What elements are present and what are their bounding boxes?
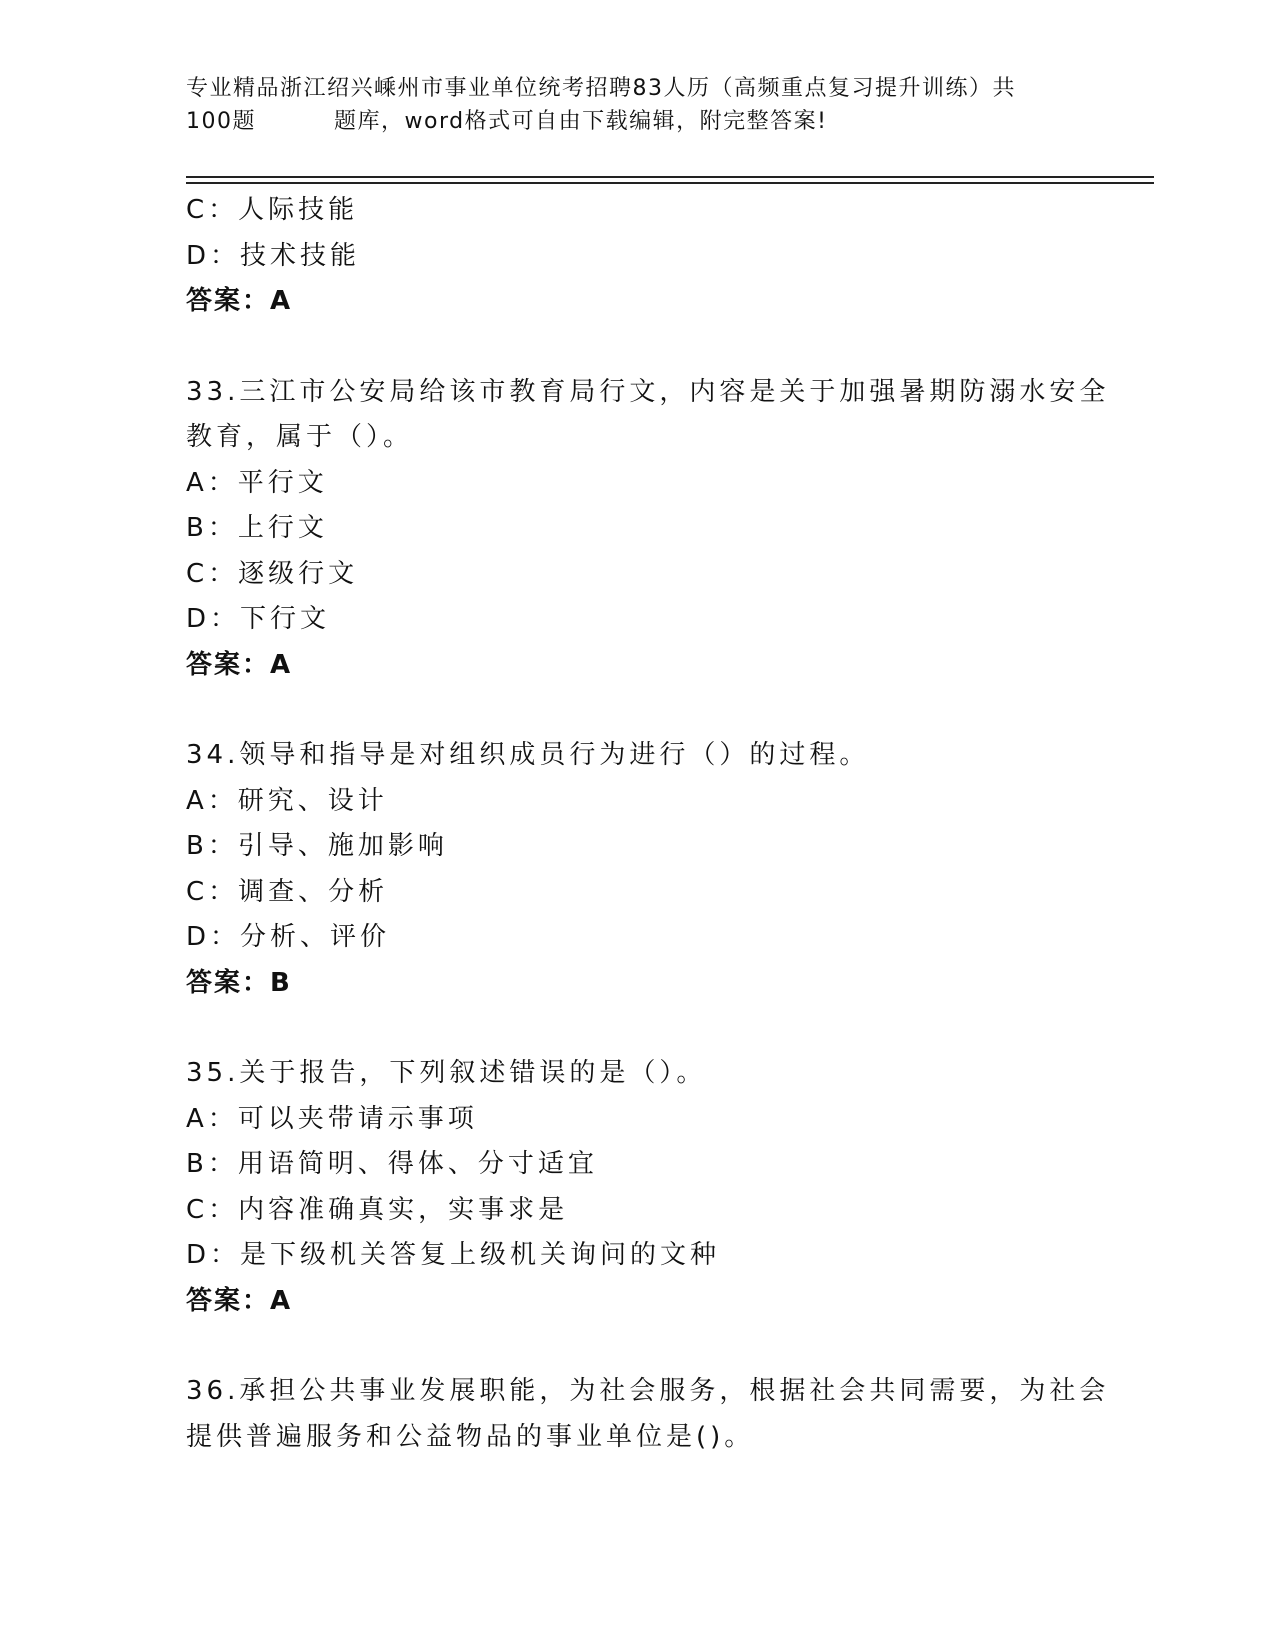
option-d: D：分析、评价 bbox=[186, 922, 391, 952]
option-c: C：人际技能 bbox=[186, 195, 359, 225]
option-a: A：研究、设计 bbox=[186, 785, 388, 816]
question-list bbox=[186, 188, 1110, 1460]
question-text-line2: 教育，属于（）。 bbox=[186, 422, 414, 452]
option-c: C：逐级行文 bbox=[186, 558, 359, 589]
question-text-line2: 提供普遍服务和公益物品的事业单位是()。 bbox=[186, 1421, 755, 1452]
option-c: C：内容准确真实，实事求是 bbox=[186, 1194, 569, 1225]
page-header bbox=[186, 72, 1066, 138]
option-b: B：用语简明、得体、分寸适宜 bbox=[186, 1149, 598, 1179]
header-divider-bottom bbox=[186, 182, 1154, 184]
header-divider-top bbox=[186, 176, 1154, 178]
option-a: A：平行文 bbox=[186, 467, 328, 498]
question-block-33 bbox=[186, 370, 1110, 689]
option-b: B：上行文 bbox=[186, 513, 328, 543]
question-block-32 bbox=[186, 188, 1086, 325]
question-text-line1: 34.领导和指导是对组织成员行为进行（）的过程。 bbox=[186, 740, 870, 770]
question-block-34 bbox=[186, 733, 1086, 1006]
option-a: A：可以夹带请示事项 bbox=[186, 1103, 478, 1134]
answer-text: 答案：B bbox=[186, 967, 292, 998]
option-d: D：是下级机关答复上级机关询问的文种 bbox=[186, 1240, 721, 1270]
header-title-line1: 专业精品浙江绍兴嵊州市事业单位统考招聘83人历（高频重点复习提升训练）共 bbox=[186, 76, 1016, 101]
question-text-line1: 36.承担公共事业发展职能，为社会服务，根据社会共同需要，为社会 bbox=[186, 1376, 1110, 1406]
answer-text: 答案：A bbox=[186, 1285, 293, 1316]
header-description: 题库，word格式可自由下载编辑，附完整答案! bbox=[334, 109, 828, 134]
option-d: D：下行文 bbox=[186, 604, 331, 634]
header-title-line2 bbox=[186, 105, 1066, 138]
option-c: C：调查、分析 bbox=[186, 876, 389, 907]
header-question-count: 100题 bbox=[186, 109, 256, 134]
answer-text: 答案：A bbox=[186, 286, 293, 316]
question-block-36 bbox=[186, 1369, 1110, 1460]
question-block-35 bbox=[186, 1051, 1086, 1324]
question-text-line1: 33.三江市公安局给该市教育局行文，内容是关于加强暑期防溺水安全 bbox=[186, 376, 1110, 407]
option-b: B：引导、施加影响 bbox=[186, 831, 448, 861]
option-d: D：技术技能 bbox=[186, 240, 361, 271]
answer-text: 答案：A bbox=[186, 649, 293, 680]
question-text-line1: 35.关于报告，下列叙述错误的是（）。 bbox=[186, 1058, 707, 1088]
